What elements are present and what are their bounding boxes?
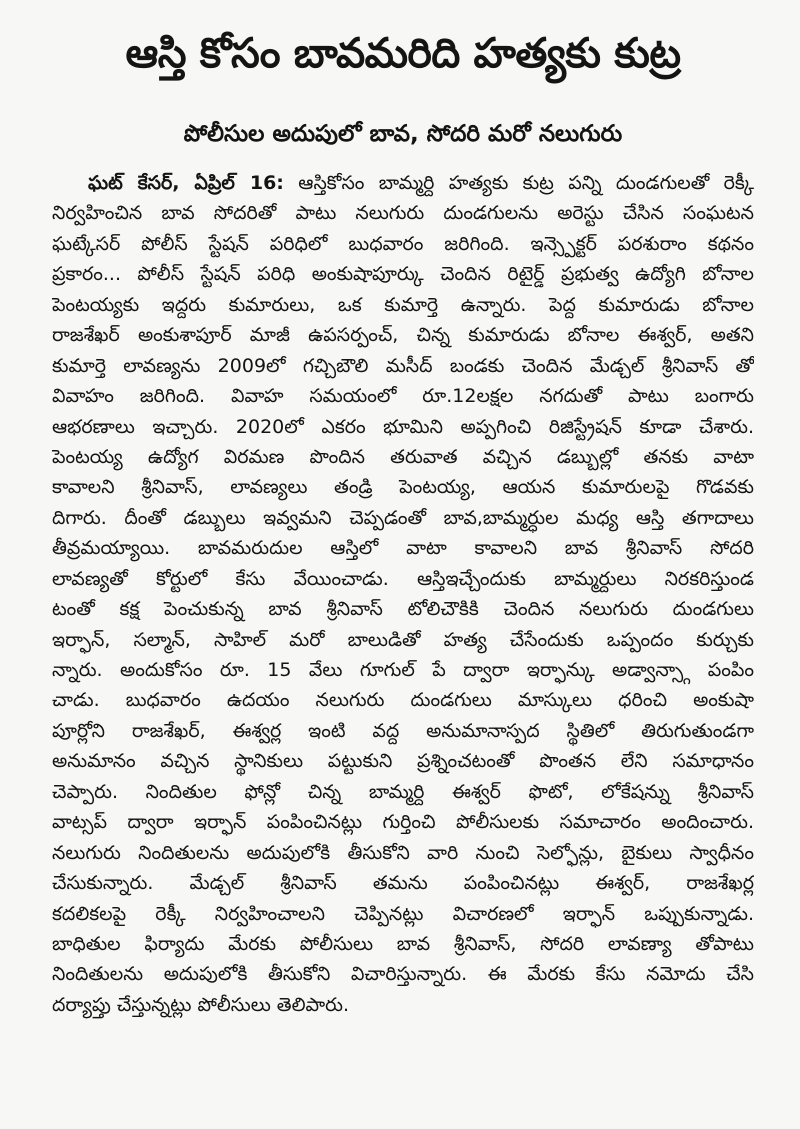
article-line: న్నారు. అందుకోసం రూ. 15 వేలు గూగుల్ పే ద్వారా ఇర్ఫాన్కు అడ్వాన్స్గా పంపిం xyxy=(52,659,754,681)
article-line: చెప్పారు. నిందితుల ఫోన్లో చిన్న బామ్మర్ది ఈశ్వర్ ఫొటో, లోకేషన్ను శ్రీనివాస్ xyxy=(52,780,754,803)
article-line: పెంటయ్యకు ఇద్దరు కుమారులు, ఒక కుమార్తె ఉన్నారు. పెద్ద కుమారుడు బోనాల xyxy=(52,293,754,316)
article-line: చాడు. బుధవారం ఉదయం నలుగురు దుండగులు మాస్కులు ధరించి అంకుషా xyxy=(52,689,754,712)
article-line: వివాహం జరిగింది. వివాహ సమయంలో రూ.12లక్షల నగదుతో పాటు బంగారు xyxy=(52,385,754,408)
article-line: లావణ్యతో కోర్టులో కేసు వేయించాడు. ఆస్తిఇచ్చేందుకు బామ్మర్దులు నిరకరిస్తుండ xyxy=(52,567,754,590)
article-line: నిర్వహించిన బావ సోదరితో పాటు నలుగురు దుండగులను అరెస్టు చేసిన సంఘటన xyxy=(52,202,754,225)
article-line: నిందితులను అదుపులోకి తీసుకోని విచారిస్తున్నారు. ఈ మేరకు కేసు నమోదు చేసి xyxy=(52,963,754,986)
article-line: దర్యాప్తు చేస్తున్నట్లు పోలీసులు తెలిపారు. xyxy=(52,993,349,1016)
subheadline: పోలీసుల అదుపులో బావ, సోదరి మరో నలుగురు xyxy=(183,121,623,147)
headline: ఆస్తి కోసం బావమరిది హత్యకు కుట్ర xyxy=(125,29,681,77)
article-line: దిగారు. దీంతో డబ్బులు ఇవ్వమని చెప్పడంతో బావ,బామ్మర్ధుల మధ్య ఆస్తి తగాదాలు xyxy=(52,506,754,529)
dateline: ఘట్ కేసర్, ఏప్రిల్ 16: xyxy=(88,172,284,194)
article-line: కదలికలపై రెక్కీ నిర్వహించాలని చెప్పినట్లు విచారణలో ఇర్ఫాన్ ఒప్పుకున్నాడు. xyxy=(52,902,754,925)
article-line xyxy=(52,168,754,198)
article-body xyxy=(52,168,754,1020)
article-line: ఘట్కేసర్ పోలీస్ స్టేషన్ పరిధిలో బుధవారం జరిగింది. ఇన్స్పెక్టర్ పరశురాం కథనం xyxy=(52,232,754,255)
article-line: ప్రకారం... పోలీస్ స్టేషన్ పరిధి అంకుషాపూర్కు చెందిన రిటైర్డ్ ప్రభుత్వ ఉద్యోగి బోనాల xyxy=(52,263,754,286)
article-line: అనుమానం వచ్చిన స్థానికులు పట్టుకుని ప్రశ్నించటంతో పొంతన లేని సమాధానం xyxy=(52,750,754,773)
article-line: తీవ్రమయ్యాయి. బావమరుదుల ఆస్తిలో వాటా కావాలని బావ శ్రీనివాస్ సోదరి xyxy=(52,537,754,560)
article-line: ఇర్ఫాన్, సల్మాన్, సాహిల్ మరో బాలుడితో హత్య చేసేందుకు ఒప్పందం కుర్చుకు xyxy=(52,628,754,651)
article-line: కావాలని శ్రీనివాస్, లావణ్యలు తండ్రి పెంటయ్య, ఆయన కుమారులపై గొడవకు xyxy=(52,476,754,499)
article-line-text: ఆస్తికోసం బామ్మర్ది హత్యకు కుట్ర పన్ని దుండగులతో రెక్కీ xyxy=(298,172,754,194)
article-line: చేసుకున్నారు. మేడ్చల్ శ్రీనివాస్ తమను పంపించినట్లు ఈశ్వర్, రాజశేఖర్ల xyxy=(52,872,754,895)
article-line: బాధితుల ఫిర్యాదు మేరకు పోలీసులు బావ శ్రీనివాస్, సోదరి లావణ్యా తోపాటు xyxy=(52,932,754,955)
article-line: పూర్లోని రాజశేఖర్, ఈశ్వర్ల ఇంటి వద్ద అనుమానాస్పద స్థితిలో తిరుగుతుండగా xyxy=(52,719,754,742)
article-line: టంతో కక్ష పెంచుకున్న బావ శ్రీనివాస్ టోలిచౌకికి చెందిన నలుగురు దుండగులు xyxy=(52,598,754,621)
article-line: వాట్సప్ ద్వారా ఇర్ఫాన్ పంపించినట్లు గుర్తించి పోలీసులకు సమాచారం అందించారు. xyxy=(52,811,754,834)
article-line: కుమార్తె లావణ్యను 2009లో గచ్చిబౌలి మసీద్ బండకు చెందిన మేడ్చల్ శ్రీనివాస్ తో xyxy=(52,354,754,377)
article-line: రాజశేఖర్ అంకుశాపూర్ మాజీ ఉపసర్పంచ్, చిన్న కుమారుడు బోనాల ఈశ్వర్, అతని xyxy=(52,324,754,347)
article-line: ఆభరణాలు ఇచ్చారు. 2020లో ఎకరం భూమిని అప్పగించి రిజిస్ట్రేషన్ కూడా చేశారు. xyxy=(52,415,754,438)
article-line: పెంటయ్య ఉద్యోగ విరమణ పొందిన తరువాత వచ్చిన డబ్బుల్లో తనకు వాటా xyxy=(52,445,754,468)
article-line: నలుగురు నిందితులను అదుపులోకి తీసుకోని వారి నుంచి సెల్ఫోన్లు, బైకులు స్వాధీనం xyxy=(52,841,754,864)
